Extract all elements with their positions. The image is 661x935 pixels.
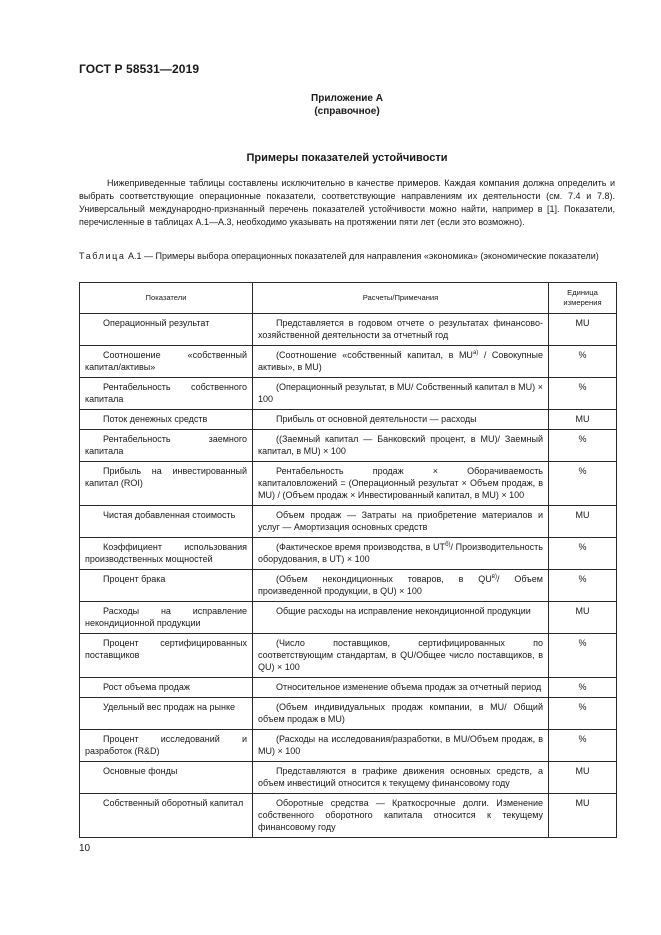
notes-cell: Представляются в графике движения основных средств, а объем инвестиций относится к текущему финансовому году [253,762,549,794]
indicator-cell: Операционный результат [80,314,253,346]
notes-cell [253,538,549,570]
table-row [80,678,617,698]
table-row [80,346,617,378]
notes-cell [253,570,549,602]
appendix-heading [79,92,615,118]
table-row [80,602,617,634]
unit-cell: % [549,346,617,378]
table-row [80,430,617,462]
unit-cell: % [549,634,617,678]
unit-cell: MU [549,602,617,634]
table-row [80,462,617,506]
table-caption [79,250,615,262]
indicator-cell: Чистая добавленная стоимость [80,506,253,538]
indicator-cell: Расходы на исправление некондиционной продукции [80,602,253,634]
unit-cell: MU [549,314,617,346]
indicator-cell: Рентабельность заемного капитала [80,430,253,462]
footnote-marker: в) [491,574,497,580]
notes-cell: Общие расходы на исправление некондиционной продукции [253,602,549,634]
notes-text: / Совокупные активы», в MU) [258,350,543,372]
intro-text: Нижеприведенные таблицы составлены исключительно в качестве примеров. Каждая компания должна определить и выбрать соответствующие операционные показатели, соответствующие направлениям их деятельности (см. 7.4 и 7.8). Универсальный международно-признанный перечень показателей устойчивости можно найти, например в [1]. Показатели, перечисленные в таблицах А.1—А.3, необходимо указывать на протяжении пяти лет (если это возможно). [79,178,615,227]
notes-cell: Объем продаж — Затраты на приобретение материалов и услуг — Амортизация основных средств [253,506,549,538]
unit-cell: MU [549,794,617,838]
indicator-cell: Рентабельность собственного капитала [80,378,253,410]
table-caption-text: А.1 — Примеры выбора операционных показателей для направления «экономика» (экономические показатели) [125,251,599,261]
table-row [80,698,617,730]
indicator-cell: Рост объема продаж [80,678,253,698]
indicator-cell: Основные фонды [80,762,253,794]
unit-cell: % [549,570,617,602]
notes-cell: Рентабельность продаж × Оборачиваемость капиталовложений = (Операционный результат × Объем продаж, в MU) / (Объем продаж × Инвестированный капитал, в MU) × 100 [253,462,549,506]
unit-cell: % [549,730,617,762]
standard-number: ГОСТ Р 58531—2019 [79,62,200,76]
table-row [80,538,617,570]
table-row [80,314,617,346]
unit-cell: % [549,378,617,410]
notes-cell: Представляется в годовом отчете о результатах финансово-хозяйственной деятельности за отчетный год [253,314,549,346]
indicator-cell: Удельный вес продаж на рынке [80,698,253,730]
indicator-cell: Процент исследований и разработок (R&D) [80,730,253,762]
unit-cell: % [549,698,617,730]
table-row [80,730,617,762]
notes-text: (Объем некондиционных товаров, в QU [276,574,492,584]
notes-text: / Объем произведенной продукции, в QU) × 100 [258,574,543,596]
notes-text: (Фактическое время производства, в UT [276,542,446,552]
notes-cell: ((Заемный капитал — Банковский процент, в MU)/ Заемный капитал, в MU) × 100 [253,430,549,462]
notes-cell: (Расходы на исследования/разработки, в MU/Объем продаж, в MU) × 100 [253,730,549,762]
indicator-cell: Прибыль на инвестированный капитал (ROI) [80,462,253,506]
indicator-cell: Коэффициент использования производственных мощностей [80,538,253,570]
indicator-cell: Процент брака [80,570,253,602]
table-body [80,314,617,838]
table-row [80,634,617,678]
notes-cell: (Число поставщиков, сертифицированных по соответствующим стандартам, в QU/Общее число поставщиков, в QU) × 100 [253,634,549,678]
notes-cell: Относительное изменение объема продаж за отчетный период [253,678,549,698]
unit-cell: MU [549,410,617,430]
header-unit: Единица измерения [549,283,617,314]
page-number: 10 [79,843,91,854]
notes-cell: (Операционный результат, в MU/ Собственный капитал в MU) × 100 [253,378,549,410]
section-title: Примеры показателей устойчивости [246,152,448,164]
table-row [80,794,617,838]
footnote-marker: a) [472,350,479,356]
unit-cell: MU [549,506,617,538]
table-row [80,506,617,538]
indicator-cell: Соотношение «собственный капитал/активы» [80,346,253,378]
unit-cell: % [549,462,617,506]
notes-cell [253,346,549,378]
table-row [80,570,617,602]
table-header-row [80,283,617,314]
appendix-subtitle: (справочное) [314,106,380,117]
header-notes: Расчеты/Примечания [253,283,549,314]
notes-cell: (Объем индивидуальных продаж компании, в MU/ Общий объем продаж в MU) [253,698,549,730]
unit-cell: % [549,430,617,462]
unit-cell: MU [549,762,617,794]
appendix-title: Приложение А [311,93,383,104]
footnote-marker: б) [445,542,451,548]
unit-cell: % [549,678,617,698]
table-row [80,410,617,430]
table-row [80,762,617,794]
indicators-table [79,282,617,838]
indicator-cell: Собственный оборотный капитал [80,794,253,838]
intro-paragraph [79,177,615,229]
notes-cell: Прибыль от основной деятельности — расходы [253,410,549,430]
indicator-cell: Процент сертифицированных поставщиков [80,634,253,678]
notes-text: / Производительность оборудования, в UT) × 100 [258,542,543,564]
unit-cell: % [549,538,617,570]
header-indicator: Показатели [80,283,253,314]
notes-text: (Соотношение «собственный капитал, в MU [276,350,473,360]
notes-cell: Оборотные средства — Краткосрочные долги. Изменение собственного оборотного капитала относится к текущему финансовому году [253,794,549,838]
table-row [80,378,617,410]
table-caption-label: Таблица [79,251,126,261]
indicator-cell: Поток денежных средств [80,410,253,430]
